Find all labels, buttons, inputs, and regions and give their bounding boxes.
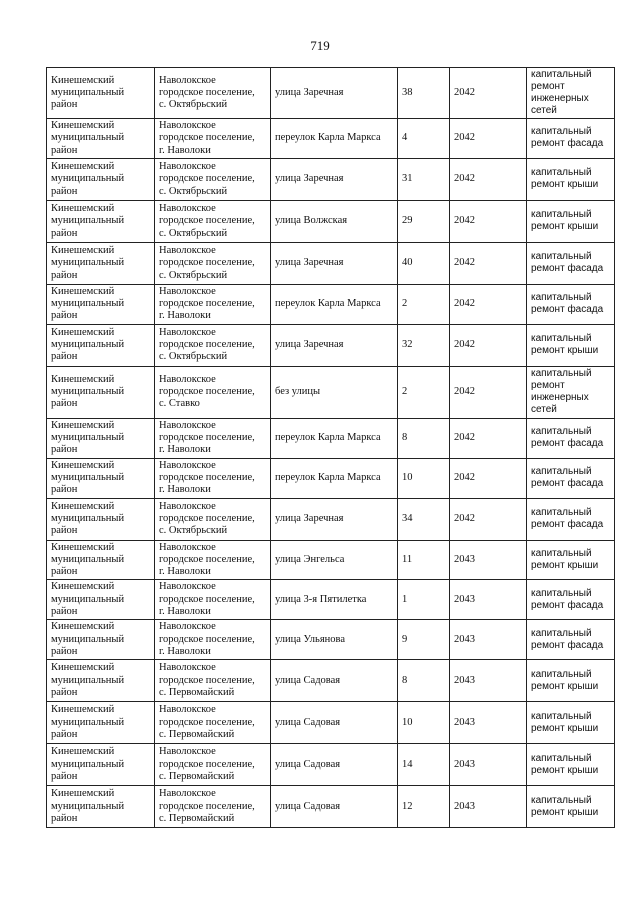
work-type-cell: капитальный ремонт крыши bbox=[527, 702, 615, 744]
district-cell: Кинешемский муниципальный район bbox=[47, 498, 155, 540]
house-number-cell: 12 bbox=[398, 786, 450, 828]
district-cell: Кинешемский муниципальный район bbox=[47, 744, 155, 786]
year-cell: 2043 bbox=[450, 620, 527, 660]
year-cell: 2042 bbox=[450, 498, 527, 540]
table-row bbox=[47, 418, 615, 458]
street-cell: улица Энгельса bbox=[271, 540, 398, 580]
work-type-cell: капитальный ремонт крыши bbox=[527, 324, 615, 366]
house-number-cell: 2 bbox=[398, 284, 450, 324]
year-cell: 2042 bbox=[450, 366, 527, 418]
street-cell: улица Заречная bbox=[271, 68, 398, 119]
work-type-cell: капитальный ремонт крыши bbox=[527, 200, 615, 242]
house-number-cell: 38 bbox=[398, 68, 450, 119]
settlement-cell: Наволокское городское поселение, г. Наволоки bbox=[155, 458, 271, 498]
district-cell: Кинешемский муниципальный район bbox=[47, 200, 155, 242]
table-row bbox=[47, 580, 615, 620]
page-number: 719 bbox=[310, 38, 330, 53]
house-number-cell: 2 bbox=[398, 366, 450, 418]
table-row bbox=[47, 660, 615, 702]
street-cell: переулок Карла Маркса bbox=[271, 119, 398, 159]
year-cell: 2043 bbox=[450, 786, 527, 828]
settlement-cell: Наволокское городское поселение, с. Октябрьский bbox=[155, 324, 271, 366]
house-number-cell: 4 bbox=[398, 119, 450, 159]
table-row bbox=[47, 702, 615, 744]
street-cell: улица Заречная bbox=[271, 324, 398, 366]
table-row bbox=[47, 284, 615, 324]
street-cell: переулок Карла Маркса bbox=[271, 418, 398, 458]
work-type-cell: капитальный ремонт фасада bbox=[527, 458, 615, 498]
work-type-cell: капитальный ремонт фасада bbox=[527, 284, 615, 324]
work-type-cell: капитальный ремонт фасада bbox=[527, 242, 615, 284]
year-cell: 2042 bbox=[450, 200, 527, 242]
table-row bbox=[47, 242, 615, 284]
year-cell: 2043 bbox=[450, 580, 527, 620]
work-type-cell: капитальный ремонт фасада bbox=[527, 119, 615, 159]
year-cell: 2043 bbox=[450, 540, 527, 580]
district-cell: Кинешемский муниципальный район bbox=[47, 119, 155, 159]
street-cell: улица Садовая bbox=[271, 744, 398, 786]
house-number-cell: 11 bbox=[398, 540, 450, 580]
district-cell: Кинешемский муниципальный район bbox=[47, 418, 155, 458]
street-cell: улица Ульянова bbox=[271, 620, 398, 660]
district-cell: Кинешемский муниципальный район bbox=[47, 366, 155, 418]
street-cell: переулок Карла Маркса bbox=[271, 284, 398, 324]
table-row bbox=[47, 119, 615, 159]
settlement-cell: Наволокское городское поселение, с. Первомайский bbox=[155, 744, 271, 786]
year-cell: 2042 bbox=[450, 324, 527, 366]
year-cell: 2042 bbox=[450, 458, 527, 498]
settlement-cell: Наволокское городское поселение, с. Октябрьский bbox=[155, 242, 271, 284]
table-row bbox=[47, 324, 615, 366]
table-row bbox=[47, 366, 615, 418]
year-cell: 2042 bbox=[450, 242, 527, 284]
work-type-cell: капитальный ремонт крыши bbox=[527, 744, 615, 786]
table-row bbox=[47, 458, 615, 498]
work-type-cell: капитальный ремонт инженерных сетей bbox=[527, 68, 615, 119]
work-type-cell: капитальный ремонт крыши bbox=[527, 540, 615, 580]
district-cell: Кинешемский муниципальный район bbox=[47, 540, 155, 580]
settlement-cell: Наволокское городское поселение, с. Ставко bbox=[155, 366, 271, 418]
settlement-cell: Наволокское городское поселение, с. Первомайский bbox=[155, 660, 271, 702]
settlement-cell: Наволокское городское поселение, с. Первомайский bbox=[155, 702, 271, 744]
settlement-cell: Наволокское городское поселение, с. Октябрьский bbox=[155, 498, 271, 540]
settlement-cell: Наволокское городское поселение, г. Наволоки bbox=[155, 580, 271, 620]
house-number-cell: 9 bbox=[398, 620, 450, 660]
work-type-cell: капитальный ремонт фасада bbox=[527, 620, 615, 660]
district-cell: Кинешемский муниципальный район bbox=[47, 284, 155, 324]
house-number-cell: 34 bbox=[398, 498, 450, 540]
table-row bbox=[47, 158, 615, 200]
district-cell: Кинешемский муниципальный район bbox=[47, 702, 155, 744]
district-cell: Кинешемский муниципальный район bbox=[47, 158, 155, 200]
house-number-cell: 8 bbox=[398, 660, 450, 702]
house-number-cell: 29 bbox=[398, 200, 450, 242]
district-cell: Кинешемский муниципальный район bbox=[47, 324, 155, 366]
table-row bbox=[47, 744, 615, 786]
house-number-cell: 1 bbox=[398, 580, 450, 620]
street-cell: улица 3-я Пятилетка bbox=[271, 580, 398, 620]
work-type-cell: капитальный ремонт крыши bbox=[527, 660, 615, 702]
year-cell: 2043 bbox=[450, 702, 527, 744]
settlement-cell: Наволокское городское поселение, г. Наволоки bbox=[155, 540, 271, 580]
street-cell: улица Садовая bbox=[271, 786, 398, 828]
settlement-cell: Наволокское городское поселение, г. Наволоки bbox=[155, 620, 271, 660]
settlement-cell: Наволокское городское поселение, г. Наволоки bbox=[155, 119, 271, 159]
year-cell: 2042 bbox=[450, 68, 527, 119]
year-cell: 2042 bbox=[450, 119, 527, 159]
settlement-cell: Наволокское городское поселение, с. Октябрьский bbox=[155, 158, 271, 200]
table-row bbox=[47, 786, 615, 828]
district-cell: Кинешемский муниципальный район bbox=[47, 660, 155, 702]
street-cell: улица Заречная bbox=[271, 158, 398, 200]
table-row bbox=[47, 498, 615, 540]
house-number-cell: 32 bbox=[398, 324, 450, 366]
work-type-cell: капитальный ремонт крыши bbox=[527, 158, 615, 200]
district-cell: Кинешемский муниципальный район bbox=[47, 242, 155, 284]
year-cell: 2043 bbox=[450, 744, 527, 786]
street-cell: без улицы bbox=[271, 366, 398, 418]
street-cell: улица Заречная bbox=[271, 498, 398, 540]
street-cell: улица Садовая bbox=[271, 660, 398, 702]
work-type-cell: капитальный ремонт фасада bbox=[527, 580, 615, 620]
work-type-cell: капитальный ремонт крыши bbox=[527, 786, 615, 828]
table-body bbox=[47, 68, 615, 828]
house-number-cell: 40 bbox=[398, 242, 450, 284]
work-type-cell: капитальный ремонт фасада bbox=[527, 498, 615, 540]
street-cell: переулок Карла Маркса bbox=[271, 458, 398, 498]
house-number-cell: 10 bbox=[398, 702, 450, 744]
work-type-cell: капитальный ремонт инженерных сетей bbox=[527, 366, 615, 418]
table-row bbox=[47, 68, 615, 119]
house-number-cell: 31 bbox=[398, 158, 450, 200]
house-number-cell: 10 bbox=[398, 458, 450, 498]
year-cell: 2042 bbox=[450, 158, 527, 200]
street-cell: улица Заречная bbox=[271, 242, 398, 284]
settlement-cell: Наволокское городское поселение, г. Наволоки bbox=[155, 418, 271, 458]
street-cell: улица Волжская bbox=[271, 200, 398, 242]
house-number-cell: 14 bbox=[398, 744, 450, 786]
district-cell: Кинешемский муниципальный район bbox=[47, 620, 155, 660]
street-cell: улица Садовая bbox=[271, 702, 398, 744]
district-cell: Кинешемский муниципальный район bbox=[47, 68, 155, 119]
district-cell: Кинешемский муниципальный район bbox=[47, 580, 155, 620]
settlement-cell: Наволокское городское поселение, г. Наволоки bbox=[155, 284, 271, 324]
year-cell: 2042 bbox=[450, 284, 527, 324]
settlement-cell: Наволокское городское поселение, с. Октябрьский bbox=[155, 68, 271, 119]
house-number-cell: 8 bbox=[398, 418, 450, 458]
table-row bbox=[47, 540, 615, 580]
settlement-cell: Наволокское городское поселение, с. Октябрьский bbox=[155, 200, 271, 242]
district-cell: Кинешемский муниципальный район bbox=[47, 458, 155, 498]
settlement-cell: Наволокское городское поселение, с. Первомайский bbox=[155, 786, 271, 828]
year-cell: 2042 bbox=[450, 418, 527, 458]
year-cell: 2043 bbox=[450, 660, 527, 702]
work-type-cell: капитальный ремонт фасада bbox=[527, 418, 615, 458]
table-row bbox=[47, 620, 615, 660]
registry-table bbox=[46, 67, 615, 828]
district-cell: Кинешемский муниципальный район bbox=[47, 786, 155, 828]
table-row bbox=[47, 200, 615, 242]
